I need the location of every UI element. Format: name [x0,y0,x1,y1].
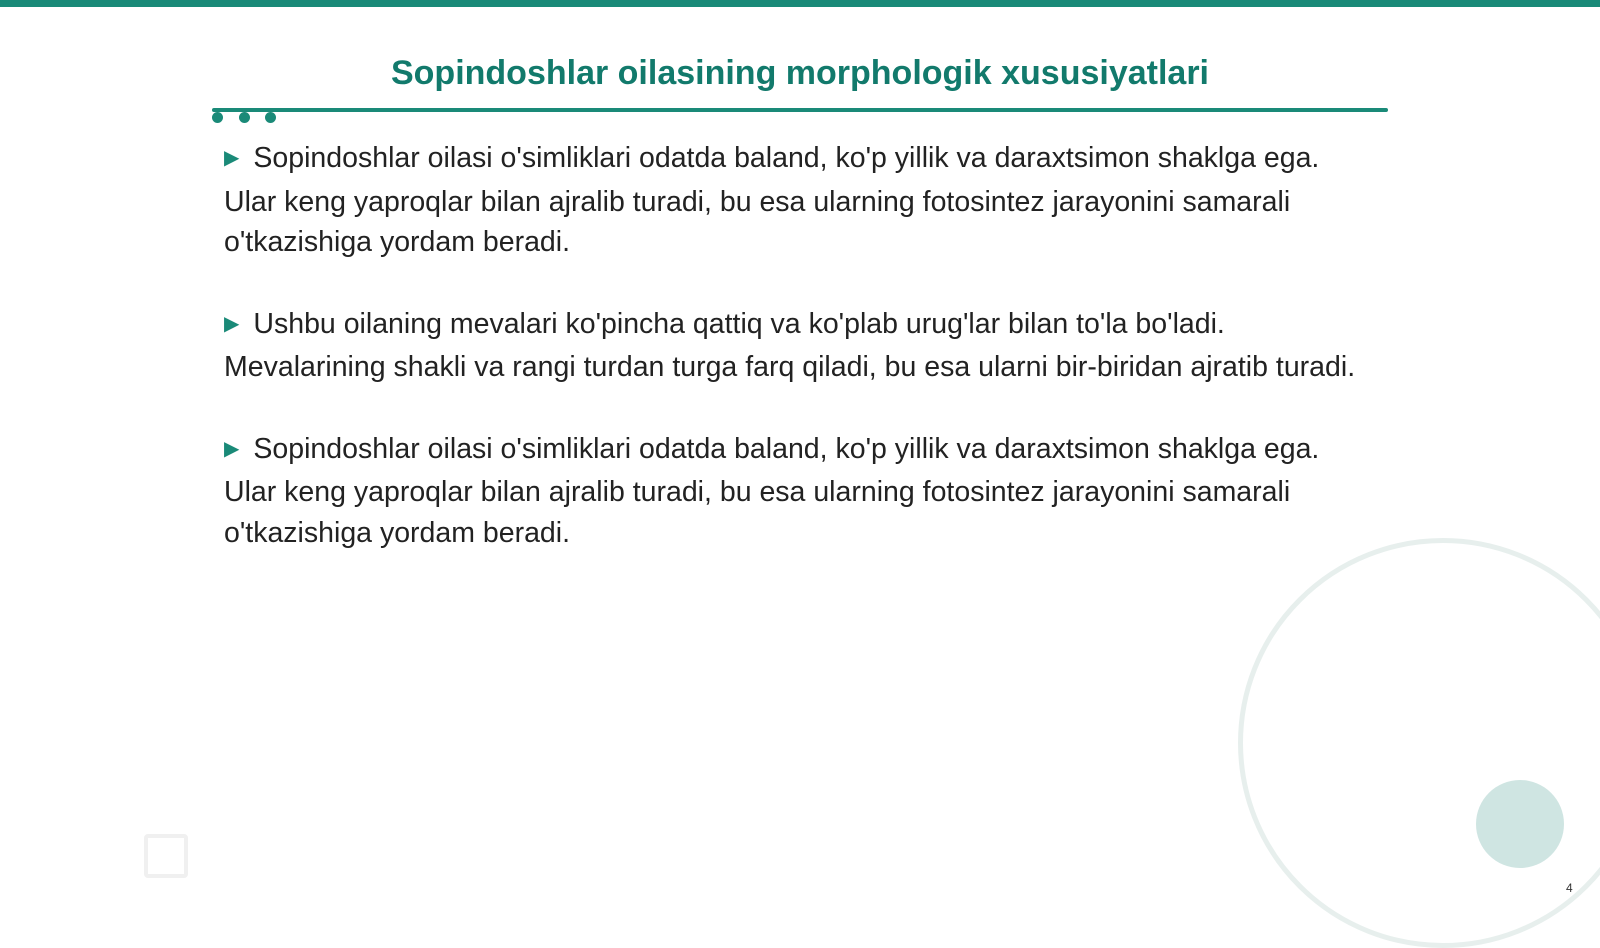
decorative-dot [265,112,276,123]
decorative-square [144,834,188,878]
bullet-item [224,429,1364,554]
decorative-bubble [1476,780,1564,868]
page-number: 4 [1566,881,1573,895]
bullet-arrow-icon: ▶ [224,312,240,335]
bullet-arrow-icon: ▶ [224,437,240,460]
bullet-text: Ushbu oilaning mevalari ko'pincha qattiq va ko'plab urug'lar bilan to'la bo'ladi. Mevalarining shakli va rangi turdan turga farq qiladi, bu esa ularni bir-biridan ajratib turadi. [224,307,1356,383]
bullet-item [224,138,1364,263]
bullet-text: Sopindoshlar oilasi o'simliklari odatda baland, ko'p yillik va daraxtsimon shaklga ega. Ular keng yaproqlar bilan ajralib turadi, bu esa ularning fotosintez jarayonini samarali o'tkazishiga yordam beradi. [224,432,1320,549]
bullet-list [224,138,1364,594]
top-accent-bar [0,0,1600,7]
title-underline [212,108,1388,112]
slide-title: Sopindoshlar oilasining morphologik xususiyatlari [390,54,1209,92]
decorative-dot [239,112,250,123]
bullet-text: Sopindoshlar oilasi o'simliklari odatda baland, ko'p yillik va daraxtsimon shaklga ega. Ular keng yaproqlar bilan ajralib turadi, bu esa ularning fotosintez jarayonini samarali o'tkazishiga yordam beradi. [224,142,1320,258]
bullet-arrow-icon: ▶ [224,147,240,169]
bullet-item [224,304,1364,388]
decorative-dot [212,112,223,123]
decorative-ring [1238,538,1600,948]
